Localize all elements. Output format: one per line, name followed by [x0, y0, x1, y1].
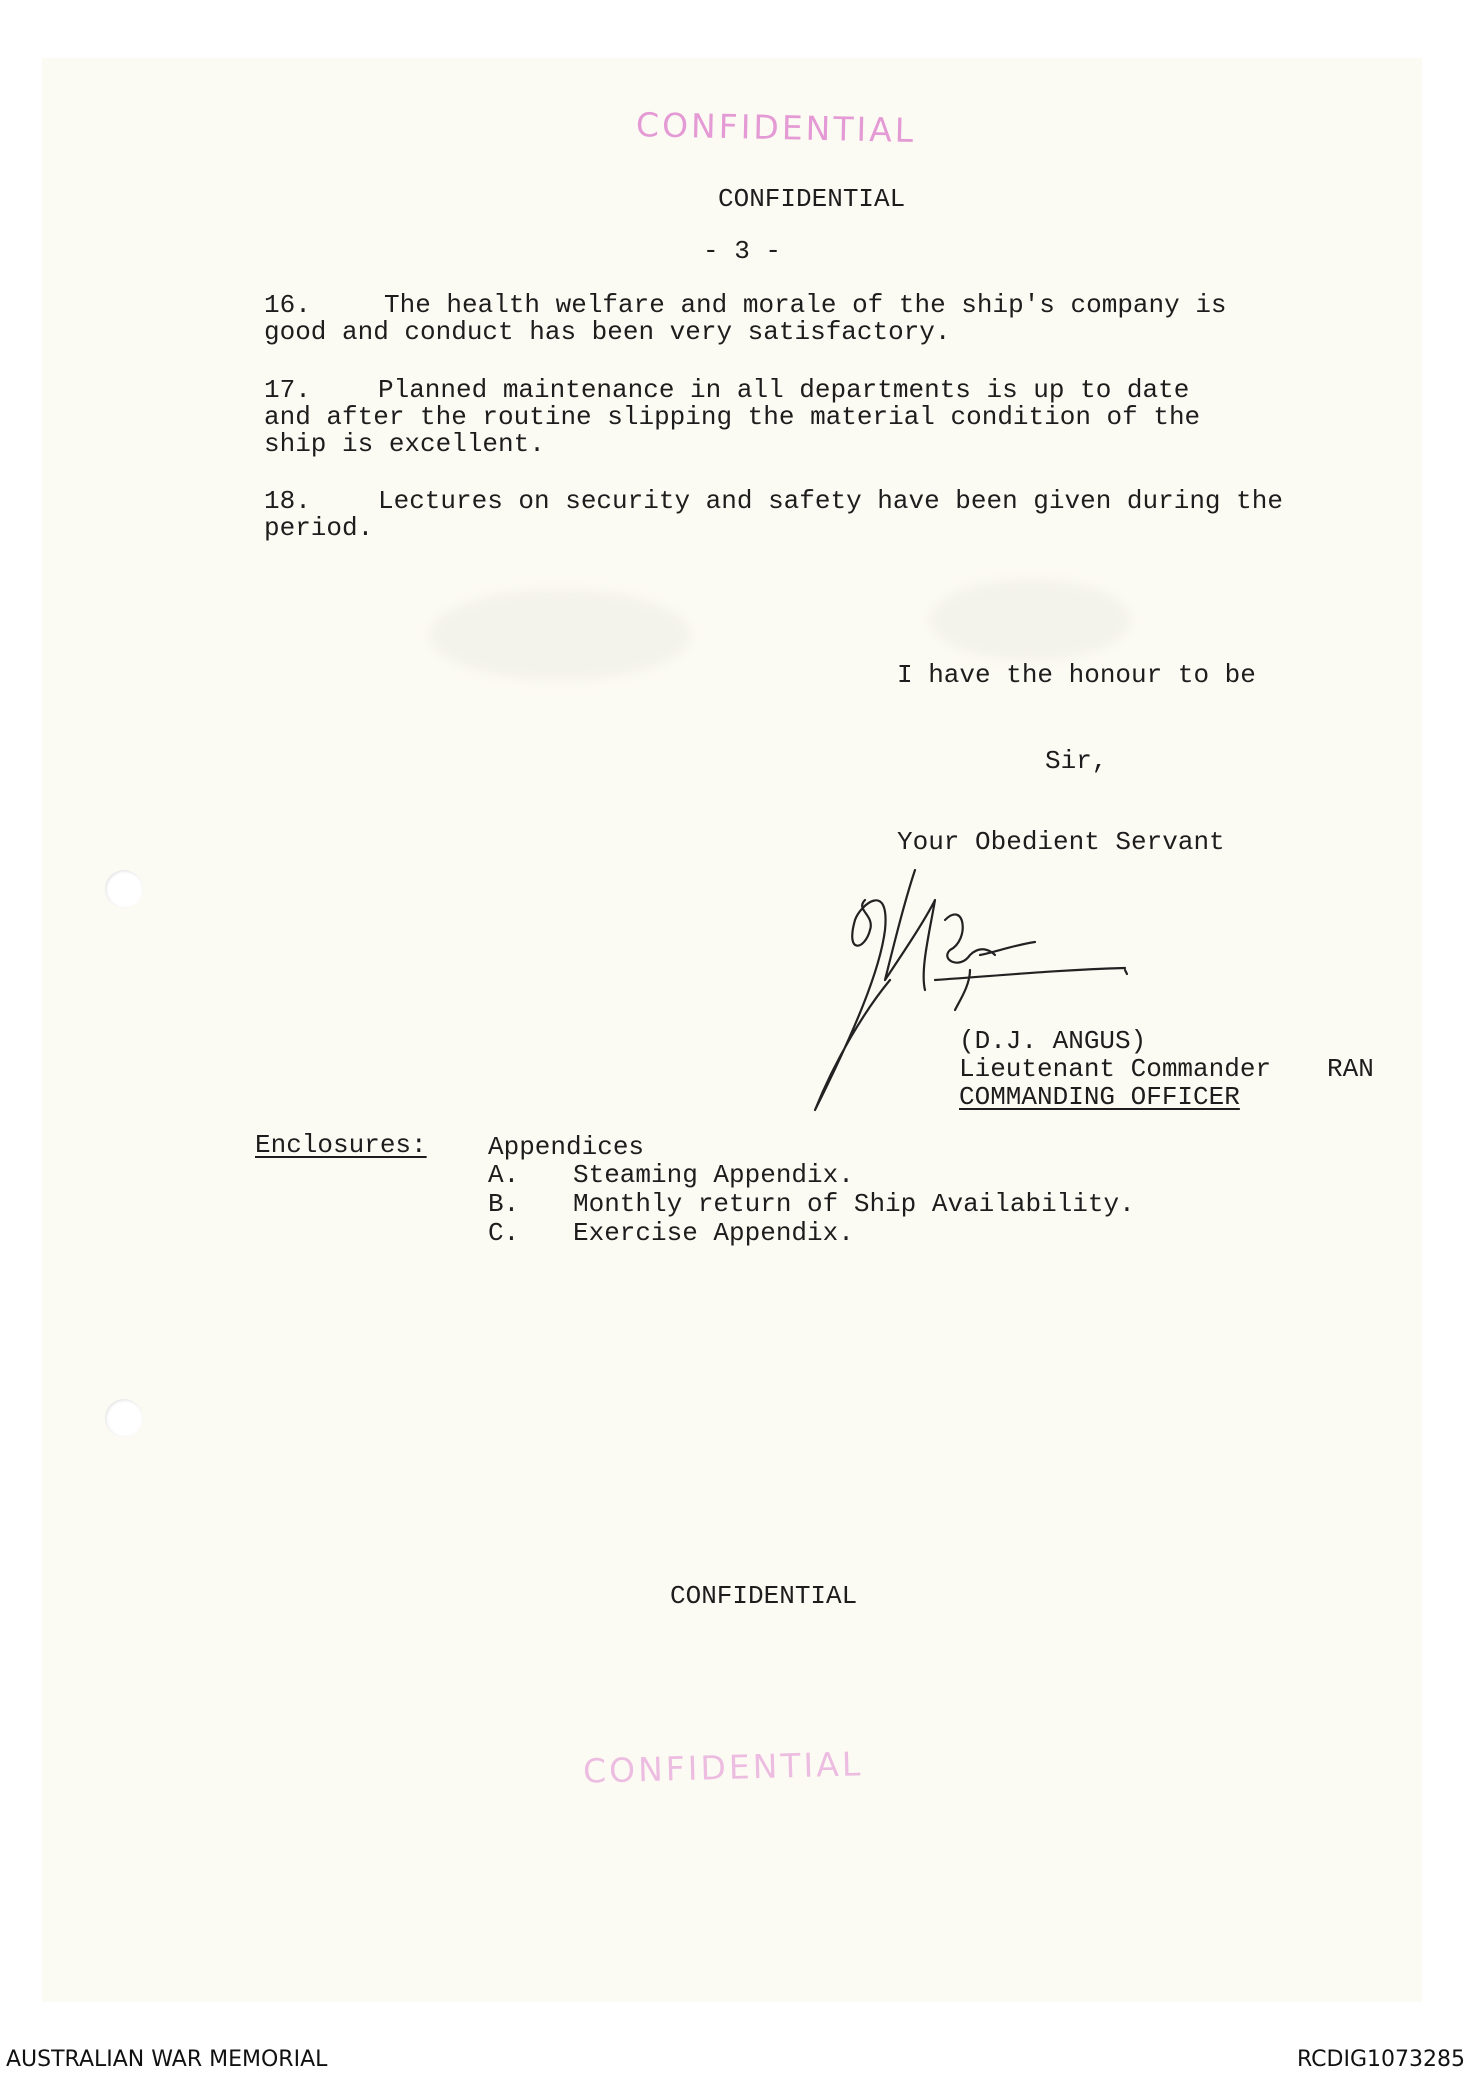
paragraph-number: 18. — [264, 486, 311, 516]
paragraph-line: Planned maintenance in all departments is up to date — [378, 375, 1190, 405]
paragraph-line: period. — [264, 513, 374, 543]
enclosures-heading: Appendices — [488, 1132, 645, 1162]
signatory-title: COMMANDING OFFICER — [959, 1082, 1240, 1112]
closing-servant: Your Obedient Servant — [897, 827, 1225, 857]
page-number: - 3 - — [703, 236, 782, 266]
paragraph-line: The health welfare and morale of the ship's company is — [384, 290, 1227, 320]
signatory-service: RAN — [1327, 1054, 1374, 1084]
paper-smudge — [430, 590, 690, 680]
enclosure-item: Monthly return of Ship Availability. — [573, 1189, 1135, 1219]
paper-smudge — [930, 580, 1130, 660]
archive-footer-right: RCDIG1073285 — [1296, 2047, 1465, 2072]
confidential-stamp-bottom: CONFIDENTIAL — [582, 1744, 864, 1791]
enclosure-item: Exercise Appendix. — [573, 1218, 854, 1248]
signatory-name: (D.J. ANGUS) — [959, 1026, 1147, 1056]
paragraph-number: 16. — [264, 290, 311, 320]
signatory-rank: Lieutenant Commander — [959, 1054, 1272, 1084]
punch-hole-bottom — [105, 1399, 143, 1437]
archive-footer-left: AUSTRALIAN WAR MEMORIAL — [6, 2047, 328, 2072]
header-classification: CONFIDENTIAL — [718, 184, 906, 214]
footer-classification: CONFIDENTIAL — [670, 1581, 858, 1611]
enclosure-letter: C. — [488, 1218, 520, 1248]
enclosure-letter: A. — [488, 1160, 520, 1190]
paragraph-line: and after the routine slipping the material condition of the — [264, 402, 1201, 432]
enclosure-letter: B. — [488, 1189, 520, 1219]
confidential-stamp-top: CONFIDENTIAL — [635, 105, 917, 150]
paragraph-18 — [264, 486, 1283, 596]
punch-hole-top — [105, 870, 143, 908]
closing-line: I have the honour to be — [897, 660, 1256, 690]
enclosure-item: Steaming Appendix. — [573, 1160, 854, 1190]
salutation: Sir, — [1045, 746, 1108, 776]
enclosures-label: Enclosures: — [255, 1130, 427, 1160]
paragraph-line: ship is excellent. — [264, 429, 545, 459]
paragraph-line: Lectures on security and safety have been given during the — [378, 486, 1283, 516]
paragraph-number: 17. — [264, 375, 311, 405]
paragraph-line: good and conduct has been very satisfactory. — [264, 317, 951, 347]
document-page — [42, 58, 1422, 2002]
